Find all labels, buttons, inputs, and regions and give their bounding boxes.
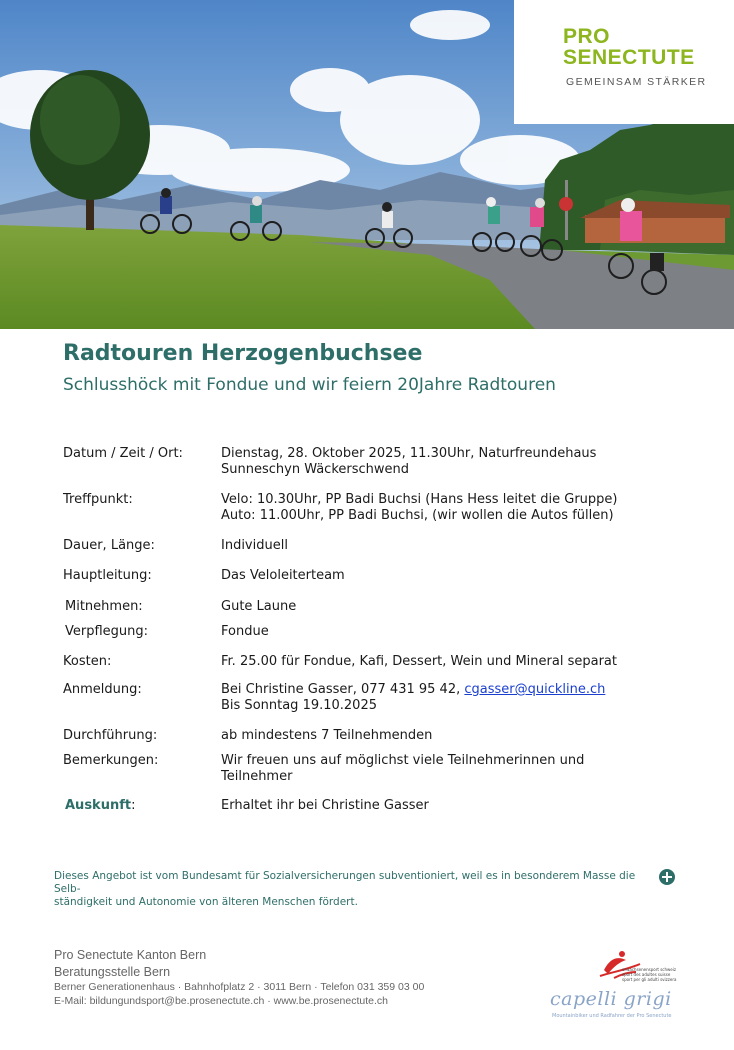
- pro-senectute-logo: [514, 0, 734, 124]
- detail-label: Verpflegung:: [65, 624, 149, 639]
- esa-line1: erwachsenensport schweiz: [622, 967, 676, 972]
- detail-value: [221, 492, 681, 524]
- capelli-name: capelli grigi: [550, 988, 672, 1010]
- detail-value-line1: Dienstag, 28. Oktober 2025, 11.30Uhr, Naturfreundehaus: [221, 446, 597, 461]
- detail-value: Erhaltet ihr bei Christine Gasser: [221, 798, 429, 813]
- auskunft-colon: :: [131, 798, 136, 813]
- footer-contact: E-Mail: bildungundsport@be.prosenectute.ch · www.be.prosenectute.ch: [54, 995, 389, 1007]
- detail-value-line2: Sunneschyn Wäckerschwend: [221, 462, 410, 477]
- footer-address: Berner Generationenhaus · Bahnhofplatz 2 · 3011 Bern · Telefon 031 359 03 00: [54, 981, 425, 993]
- page-subtitle: Schlusshöck mit Fondue und wir feiern 20Jahre Radtouren: [63, 375, 556, 395]
- logo-tagline: GEMEINSAM STÄRKER: [566, 76, 707, 88]
- hero-photo: [0, 0, 734, 329]
- detail-label: Dauer, Länge:: [63, 538, 155, 553]
- notice-line1: Dieses Angebot ist vom Bundesamt für Sozialversicherungen subventioniert, weil es in besonderem Masse die Selb-: [54, 870, 636, 895]
- detail-value: Das Veloleiterteam: [221, 568, 345, 583]
- detail-label: Bemerkungen:: [63, 753, 159, 768]
- auskunft-label: Auskunft: [65, 798, 132, 813]
- detail-label: [65, 798, 215, 814]
- detail-value: [221, 753, 681, 785]
- detail-value-line2: Auto: 11.00Uhr, PP Badi Buchsi, (wir wollen die Autos füllen): [221, 508, 614, 523]
- detail-value-line1: Wir freuen uns auf möglichst viele Teilnehmerinnen und: [221, 753, 585, 768]
- detail-value: ab mindestens 7 Teilnehmenden: [221, 728, 433, 743]
- page-title: Radtouren Herzogenbuchsee: [63, 341, 423, 366]
- esa-line2: sport des adultes suisse: [622, 972, 671, 977]
- detail-value-line1: Velo: 10.30Uhr, PP Badi Buchsi (Hans Hess leitet die Gruppe): [221, 492, 618, 507]
- esa-line3: sport per gli adulti svizzera: [622, 977, 677, 982]
- logo-line1: PRO: [563, 25, 611, 48]
- detail-value-line2: Bis Sonntag 19.10.2025: [221, 698, 377, 713]
- footer-office: Beratungsstelle Bern: [54, 965, 171, 979]
- logo-line2: SENECTUTE: [563, 46, 695, 69]
- contact-text: Bei Christine Gasser, 077 431 95 42,: [221, 682, 465, 697]
- detail-label: Mitnehmen:: [65, 599, 143, 614]
- detail-value-line2: Teilnehmer: [221, 769, 293, 784]
- detail-value: [221, 682, 681, 714]
- capelli-grigi-logo: [548, 948, 678, 1024]
- detail-label: Datum / Zeit / Ort:: [63, 446, 183, 461]
- detail-label: Treffpunkt:: [63, 492, 133, 507]
- subsidy-notice: [54, 870, 644, 909]
- detail-value: [221, 446, 681, 478]
- detail-label: Durchführung:: [63, 728, 158, 743]
- notice-line2: ständigkeit und Autonomie von älteren Menschen fördert.: [54, 896, 358, 908]
- footer-org: Pro Senectute Kanton Bern: [54, 948, 207, 962]
- plus-icon: [659, 869, 675, 885]
- detail-value: Gute Laune: [221, 599, 297, 614]
- detail-label: Anmeldung:: [63, 682, 142, 697]
- esa-text: [622, 967, 682, 982]
- detail-label: Hauptleitung:: [63, 568, 152, 583]
- capelli-sub: Mountainbiker und Radfahrer der Pro Senectute: [552, 1013, 672, 1019]
- detail-value: Individuell: [221, 538, 288, 553]
- detail-value-line1: [221, 682, 681, 698]
- detail-value: Fondue: [221, 624, 269, 639]
- detail-label: Kosten:: [63, 654, 112, 669]
- detail-value: Fr. 25.00 für Fondue, Kafi, Dessert, Wein und Mineral separat: [221, 654, 617, 669]
- email-link[interactable]: cgasser@quickline.ch: [464, 682, 606, 697]
